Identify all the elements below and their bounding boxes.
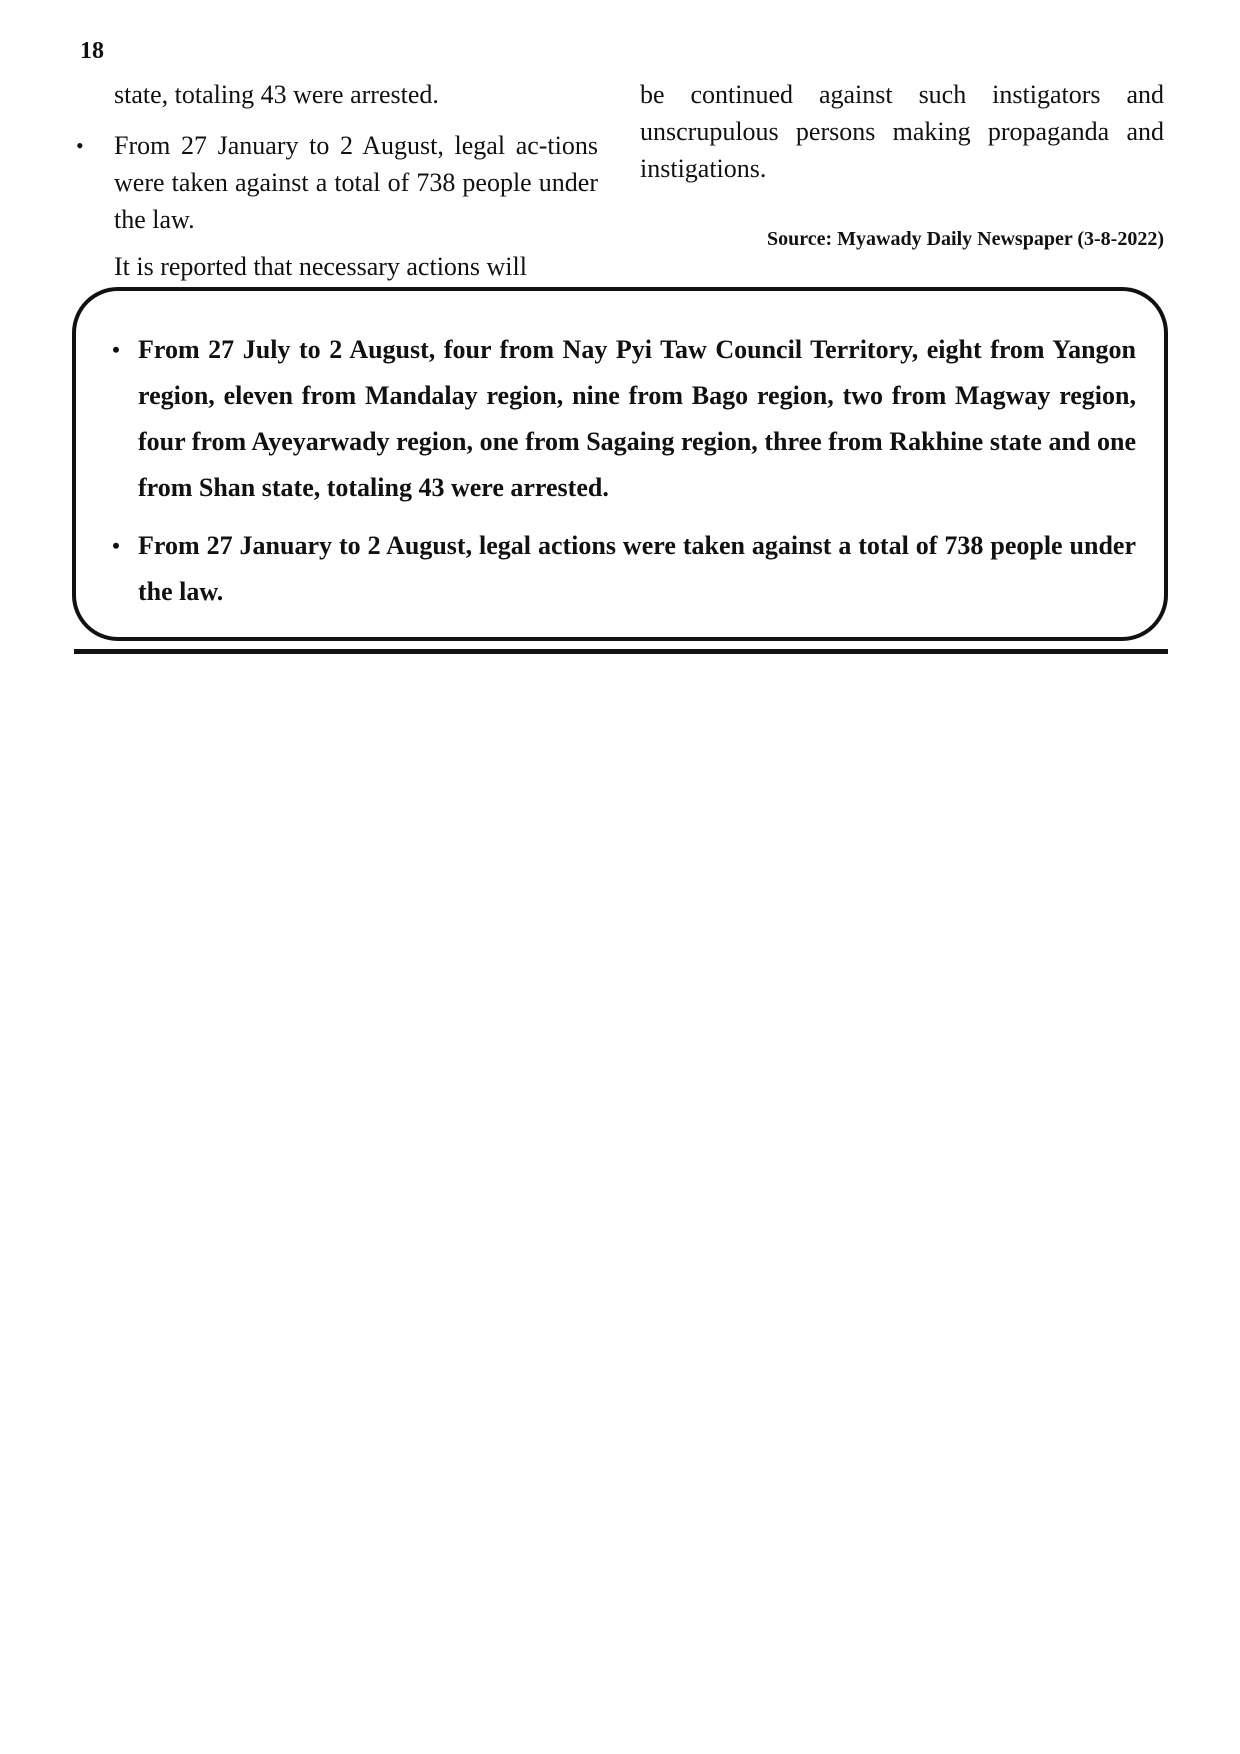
list-item — [94, 327, 1136, 511]
bullet-icon: • — [76, 133, 84, 158]
source-citation: Source: Myawady Daily Newspaper (3-8-2022) — [766, 228, 1164, 250]
list-item — [94, 523, 1136, 615]
bullet-text: From 27 January to 2 August, legal ac-tions were taken against a total of 738 people under the law. — [114, 131, 598, 234]
right-column — [640, 76, 1164, 187]
summary-item-arrests: From 27 July to 2 August, four from Nay Pyi Taw Council Territory, eight from Yangon region, eleven from Mandalay region, nine from Bago region, two from Magway region, four from Ayeyarwady region, one from Sagaing region, three from Rakhine state and one from Shan state, totaling 43 were arrested. — [138, 335, 1136, 502]
summary-item-legal-actions: From 27 January to 2 August, legal actions were taken against a total of 738 people under the law. — [138, 531, 1136, 606]
bullet-icon: • — [112, 337, 120, 362]
continued-line: state, totaling 43 were arrested. — [114, 80, 439, 109]
bullet-icon: • — [112, 533, 120, 558]
list-item — [76, 127, 598, 238]
paragraph-start: It is reported that necessary actions will — [114, 252, 527, 281]
left-column — [76, 76, 598, 285]
divider — [74, 649, 1168, 654]
summary-box — [72, 287, 1168, 641]
paragraph-end: be continued against such instigators and unscrupulous persons making propaganda and instigations. — [640, 80, 1164, 183]
page-number: 18 — [80, 38, 104, 64]
